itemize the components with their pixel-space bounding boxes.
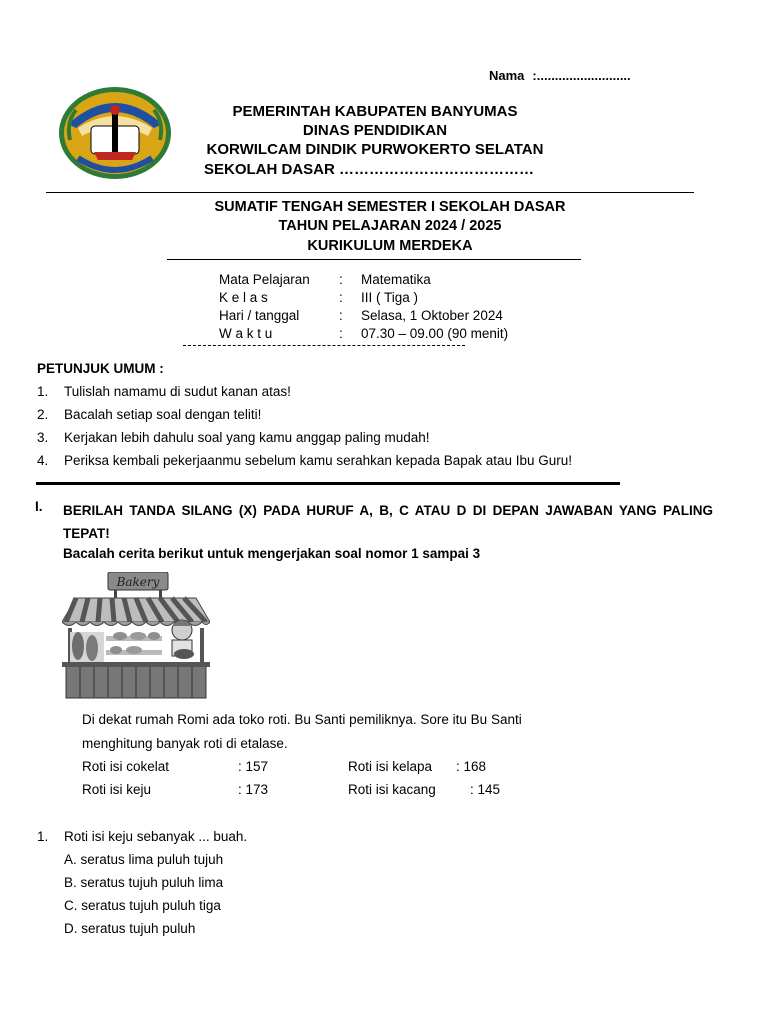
info-dashed-divider	[183, 345, 465, 346]
info-value: Selasa, 1 Oktober 2024	[361, 308, 503, 323]
petunjuk-title: PETUNJUK UMUM :	[37, 361, 164, 376]
info-key: K e l a s	[219, 290, 268, 305]
info-sep: :	[339, 308, 343, 323]
petunjuk-num: 2.	[37, 407, 49, 422]
bakery-illustration	[62, 572, 210, 700]
info-row	[219, 308, 503, 326]
story-line-1: Di dekat rumah Romi ada toko roti. Bu Santi pemiliknya. Sore itu Bu Santi	[82, 712, 522, 727]
question-number: 1.	[37, 829, 49, 844]
info-row	[219, 272, 431, 290]
petunjuk-item	[37, 453, 572, 468]
petunjuk-text: Periksa kembali pekerjaanmu sebelum kamu serahkan kepada Bapak atau Ibu Guru!	[64, 453, 573, 468]
petunjuk-num: 3.	[37, 430, 49, 445]
exam-title-divider	[167, 259, 581, 260]
kop-line-2: DINAS PENDIDIKAN	[302, 122, 448, 139]
kop-divider	[46, 192, 694, 193]
roti-value: : 145	[470, 782, 501, 797]
kop-line-3: KORWILCAM DINDIK PURWOKERTO SELATAN	[206, 141, 544, 158]
banyumas-logo-icon	[56, 84, 174, 182]
info-sep: :	[339, 272, 343, 287]
name-blank: :..........................	[532, 68, 631, 83]
roti-label: Roti isi keju	[82, 782, 152, 797]
info-key: W a k t u	[219, 326, 273, 341]
exam-title-3: KURIKULUM MERDEKA	[307, 238, 473, 254]
question-text: Roti isi keju sebanyak ... buah.	[64, 829, 248, 844]
option-c[interactable]: C. seratus tujuh puluh tiga	[64, 898, 221, 913]
roti-label: Roti isi cokelat	[82, 759, 170, 774]
story-line-2: menghitung banyak roti di etalase.	[82, 736, 288, 751]
section-subinstruction: Bacalah cerita berikut untuk mengerjakan soal nomor 1 sampai 3	[63, 546, 481, 561]
info-sep: :	[339, 290, 343, 305]
exam-title-2: TAHUN PELAJARAN 2024 / 2025	[278, 218, 502, 234]
name-label: Nama	[489, 68, 525, 83]
option-b[interactable]: B. seratus tujuh puluh lima	[64, 875, 224, 890]
exam-title-1: SUMATIF TENGAH SEMESTER I SEKOLAH DASAR	[214, 199, 566, 215]
petunjuk-item	[37, 384, 291, 399]
petunjuk-divider	[36, 482, 620, 485]
roti-value: : 157	[238, 759, 269, 774]
roti-label: Roti isi kelapa	[348, 759, 433, 774]
kop-line-4: SEKOLAH DASAR …………………………………	[204, 161, 535, 178]
info-row	[219, 290, 418, 308]
section-instruction: BERILAH TANDA SILANG (X) PADA HURUF A, B, C ATAU D DI DEPAN JAWABAN YANG PALING TEPAT!	[63, 503, 713, 541]
info-value: 07.30 – 09.00 (90 menit)	[361, 326, 509, 341]
petunjuk-text: Tulislah namamu di sudut kanan atas!	[64, 384, 291, 399]
info-row	[219, 326, 508, 344]
roti-value: : 168	[456, 759, 487, 774]
info-value: Matematika	[361, 272, 431, 287]
roti-value: : 173	[238, 782, 269, 797]
info-value: III ( Tiga )	[361, 290, 419, 305]
petunjuk-item	[37, 407, 261, 422]
info-key: Mata Pelajaran	[219, 272, 310, 287]
roti-label: Roti isi kacang	[348, 782, 436, 797]
petunjuk-item	[37, 430, 430, 445]
section-number: I.	[35, 499, 43, 514]
option-d[interactable]: D. seratus tujuh puluh	[64, 921, 196, 936]
option-a[interactable]: A. seratus lima puluh tujuh	[64, 852, 224, 867]
name-field	[489, 68, 631, 83]
bakery-sign-text: Bakery	[116, 575, 160, 589]
petunjuk-num: 1.	[37, 384, 49, 399]
petunjuk-num: 4.	[37, 453, 49, 468]
kop-line-1: PEMERINTAH KABUPATEN BANYUMAS	[232, 103, 518, 120]
info-sep: :	[339, 326, 343, 341]
petunjuk-text: Bacalah setiap soal dengan teliti!	[64, 407, 262, 422]
info-key: Hari / tanggal	[219, 308, 300, 323]
petunjuk-text: Kerjakan lebih dahulu soal yang kamu anggap paling mudah!	[64, 430, 430, 445]
